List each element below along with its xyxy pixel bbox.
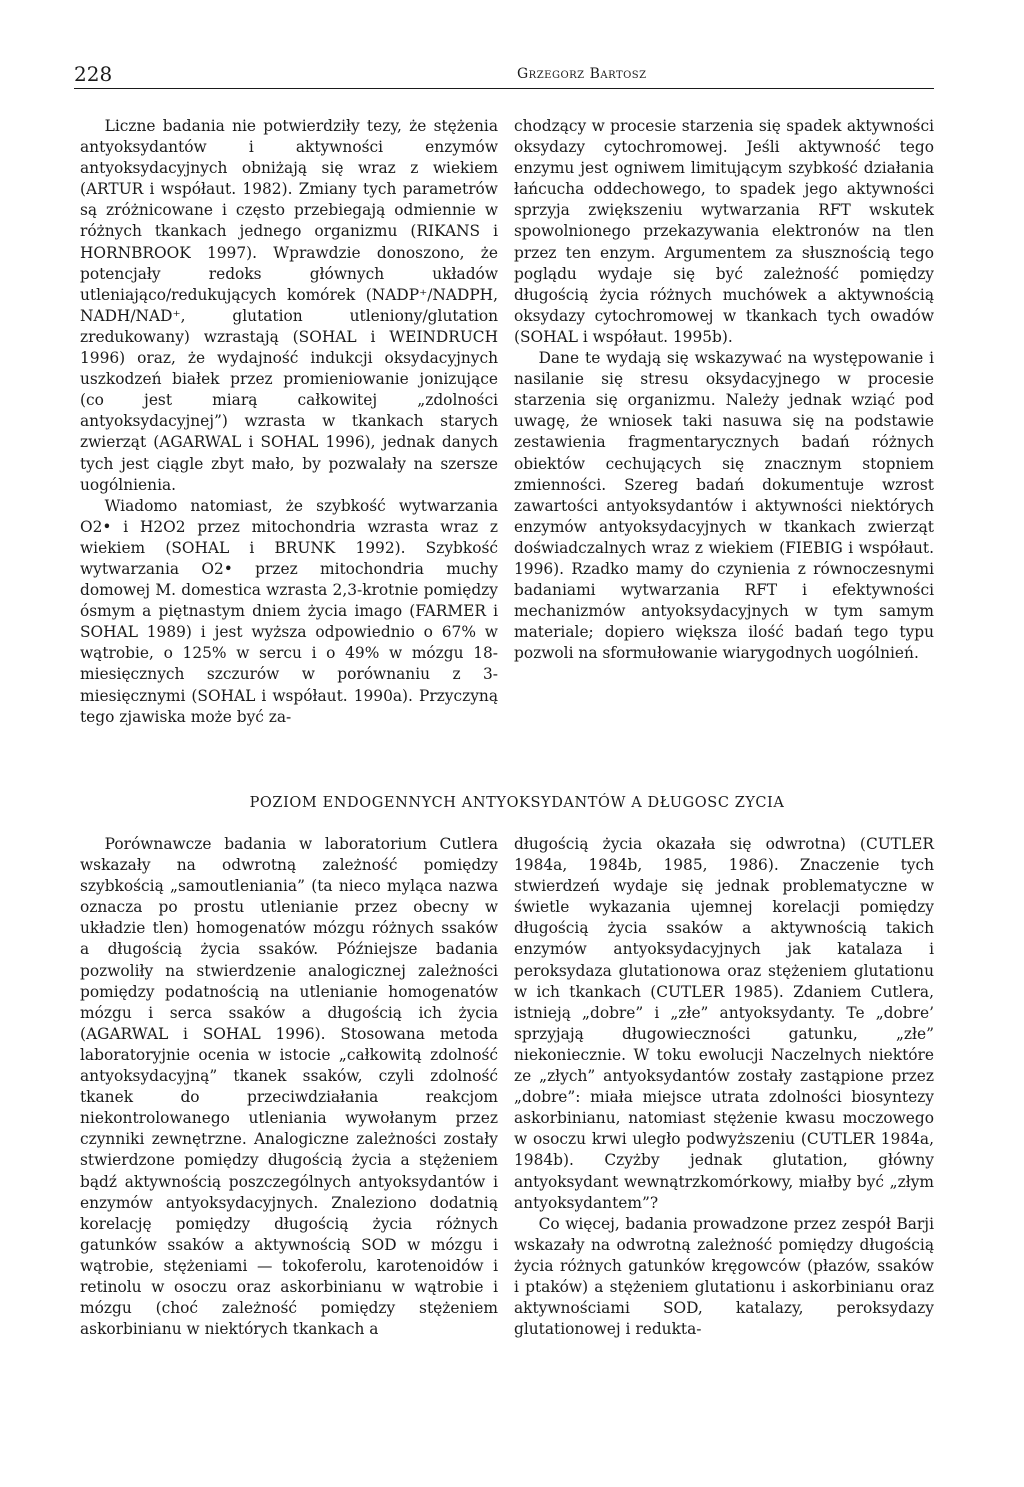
paragraph: Co więcej, badania prowadzone przez zespół Barji wskazały na odwrotną zależność pomiędzy długością życia różnych gatunków kręgowców (płazów, ssaków i ptaków) a stężeniem glutationu i askorbinianu oraz aktywnościami SOD, katalazy, peroksydazy glutationowej i redukta- bbox=[514, 1214, 934, 1339]
paragraph: Liczne badania nie potwierdziły tezy, że stężenia antyoksydantów i aktywności enzymów antyoksydacyjnych obniżają się wraz z wiekiem (ARTUR i współaut. 1982). Zmiany tych parametrów są zróżnicowane i często przebiegają odmiennie w różnych tkankach jednego organizmu (RIKANS i HORNBROOK 1997). Wprawdzie donoszono, że potencjały redoks głównych układów utleniająco/redukujących komórek (NADP⁺/NADPH, NADH/NAD⁺, glutation utleniony/glutation zredukowany) wzrastają (SOHAL i WEINDRUCH 1996) oraz, że wydajność indukcji oksydacyjnych uszkodzeń białek przez promieniowanie jonizujące (co jest miarą całkowitej „zdolności antyoksydacyjnej”) wzrasta w tkankach starych zwierząt (AGARWAL i SOHAL 1996), jednak danych tych jest ciągle zbyt mało, by pozwalały na szersze uogólnienia. bbox=[80, 117, 498, 494]
paragraph: Dane te wydają się wskazywać na występowanie i nasilanie się stresu oksydacyjnego w procesie starzenia się organizmu. Należy jednak wziąć pod uwagę, że wniosek taki nasuwa się na podstawie zestawienia fragmentarycznych badań różnych obiektów cechujących się znacznym stopniem zmienności. Szereg badań dokumentuje wzrost zawartości antyoksydantów i aktywności niektórych enzymów antyoksydacyjnych w tkankach zwierząt doświadczalnych wraz z wiekiem (FIEBIG i współaut. 1996). Rzadko mamy do czynienia z równoczesnymi badaniami wytwarzania RFT i efektywności mechanizmów antyoksydacyjnych w tym samym materiale; dopiero większa ilość badań tego typu pozwoli na sformułowanie wiarygodnych uogólnień. bbox=[514, 349, 934, 663]
paragraph: Porównawcze badania w laboratorium Cutlera wskazały na odwrotną zależność pomiędzy szybkością „samoutleniania” (ta nieco myląca nazwa oznacza po prostu utlenianie przez obecny w układzie tlen) homogenatów mózgu różnych ssaków a długością życia ssaków. Późniejsze badania pozwoliły na stwierdzenie analogicznej zależności pomiędzy podatnością na utlenianie homogenatów mózgu i serca ssaków a długością ich życia (AGARWAL i SOHAL 1996). Stosowana metoda laboratoryjnie ocenia w istocie „całkowitą zdolność antyoksydacyjną” tkanek ssaków, czyli zdolność tkanek do przeciwdziałania reakcjom niekontrolowanego utleniania wywołanym przez czynniki zewnętrzne. Analogiczne zależności zostały stwierdzone pomiędzy długością życia a stężeniem bądź aktywnością poszczególnych antyoksydantów i enzymów antyoksydacyjnych. Znaleziono dodatnią korelację pomiędzy długością życia różnych gatunków ssaków a aktywnością SOD w mózgu i wątrobie, stężeniami — tokoferolu, karotenoidów i retinolu w osoczu oraz askorbinianu w wątrobie i mózgu (choć zależność pomiędzy stężeniem askorbinianu w niektórych tkankach a bbox=[80, 835, 498, 1339]
column-top-right bbox=[514, 116, 934, 664]
column-bottom-right bbox=[514, 834, 934, 1340]
page-header bbox=[74, 62, 934, 89]
column-bottom-left bbox=[80, 834, 498, 1340]
paragraph: Wiadomo natomiast, że szybkość wytwarzania O2• i H2O2 przez mitochondria wzrasta wraz z wiekiem (SOHAL i BRUNK 1992). Szybkość wytwarzania O2• przez mitochondria muchy domowej M. domestica wzrasta 2,3-krotnie pomiędzy ósmym a piętnastym dniem życia imago (FARMER i SOHAL 1989) i jest wyższa odpowiednio o 67% w wątrobie, o 125% w sercu i o 49% w mózgu 18-miesięcznych szczurów w porównaniu z 3-miesięcznymi (SOHAL i współaut. 1990a). Przyczyną tego zjawiska może być za- bbox=[80, 496, 498, 726]
page-number: 228 bbox=[74, 62, 113, 86]
paragraph: długością życia okazała się odwrotna) (CUTLER 1984a, 1984b, 1985, 1986). Znaczenie tych stwierdzeń wydaje się jednak problematyczne w świetle wykazania ujemnej korelacji pomiędzy długością życia ssaków a aktywnością takich enzymów antyoksydacyjnych jak katalaza i peroksydaza glutationowa oraz stężeniem glutationu w ich tkankach (CUTLER 1985). Zdaniem Cutlera, istnieją „dobre” i „złe” antyoksydanty. Te „dobre’ sprzyjają długowieczności gatunku, „złe” niekoniecznie. W toku ewolucji Naczelnych niektóre ze „złych” antyoksydantów zostały zastąpione przez „dobre”: miała miejsce utrata zdolności biosyntezy askorbinianu, natomiast stężenie kwasu moczowego w osoczu krwi uległo podwyższeniu (CUTLER 1984a, 1984b). Czyżby jednak glutation, główny antyoksydant wewnątrzkomórkowy, miałby być „złym antyoksydantem”? bbox=[514, 835, 934, 1212]
column-top-left bbox=[80, 116, 498, 728]
section-title: POZIOM ENDOGENNYCH ANTYOKSYDANTÓW A DŁUGOSC ZYCIA bbox=[249, 795, 785, 811]
paragraph: chodzący w procesie starzenia się spadek aktywności oksydazy cytochromowej. Jeśli aktywność tego enzymu jest ogniwem limitującym szybkość działania łańcucha oddechowego, to spadek jego aktywności sprzyja zwiększeniu wytwarzania RFT wskutek spowolnionego przekazywania elektronów na tlen przez ten enzym. Argumentem za słusznością tego poglądu wydaje się być zależność pomiędzy długością życia różnych muchówek a aktywnością oksydazy cytochromowej w tkankach tych owadów (SOHAL i współaut. 1995b). bbox=[514, 117, 934, 346]
running-head: Grzegorz Bartosz bbox=[517, 66, 647, 82]
